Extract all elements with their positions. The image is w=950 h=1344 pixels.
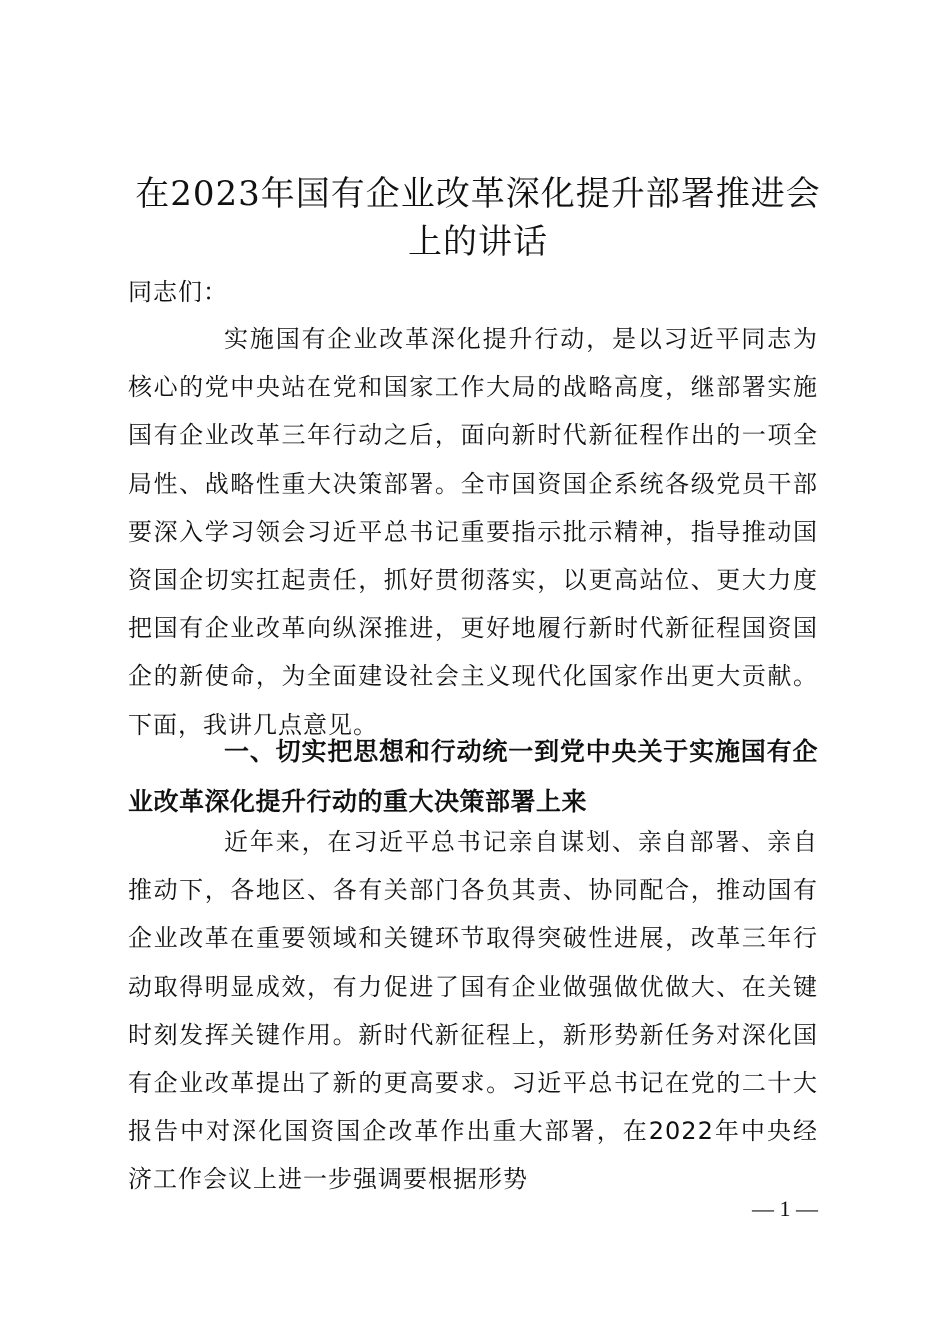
paragraph-section-1: 近年来，在习近平总书记亲自谋划、亲自部署、亲自推动下，各地区、各有关部门各负其责、协同配合，推动国有企业改革在重要领域和关键环节取得突破性进展，改革三年行动取得明显成效，有力促进了国有企业做强做优做大、在关键时刻发挥关键作用。新时代新征程上，新形势新任务对深化国有企业改革提出了新的更高要求。习近平总书记在党的二十大报告中对深化国资国企改革作出重大部署，在2022年中央经济工作会议上进一步强调要根据形势 <box>128 828 818 1194</box>
document-title: 在2023年国有企业改革深化提升部署推进会上的讲话 <box>135 174 821 262</box>
salutation: 同志们： <box>128 278 228 306</box>
section-heading-1: 一、切实把思想和行动统一到党中央关于实施国有企业改革深化提升行动的重大决策部署上来 <box>128 737 818 816</box>
page-number: — 1 — <box>752 1196 818 1221</box>
paragraph-intro: 实施国有企业改革深化提升行动，是以习近平同志为核心的党中央站在党和国家工作大局的战略高度，继部署实施国有企业改革三年行动之后，面向新时代新征程作出的一项全局性、战略性重大决策部署。全市国资国企系统各级党员干部要深入学习领会习近平总书记重要指示批示精神，指导推动国资国企切实扛起责任，抓好贯彻落实，以更高站位、更大力度把国有企业改革向纵深推进，更好地履行新时代新征程国资国企的新使命，为全面建设社会主义现代化国家作出更大贡献。下面，我讲几点意见。 <box>128 325 818 739</box>
